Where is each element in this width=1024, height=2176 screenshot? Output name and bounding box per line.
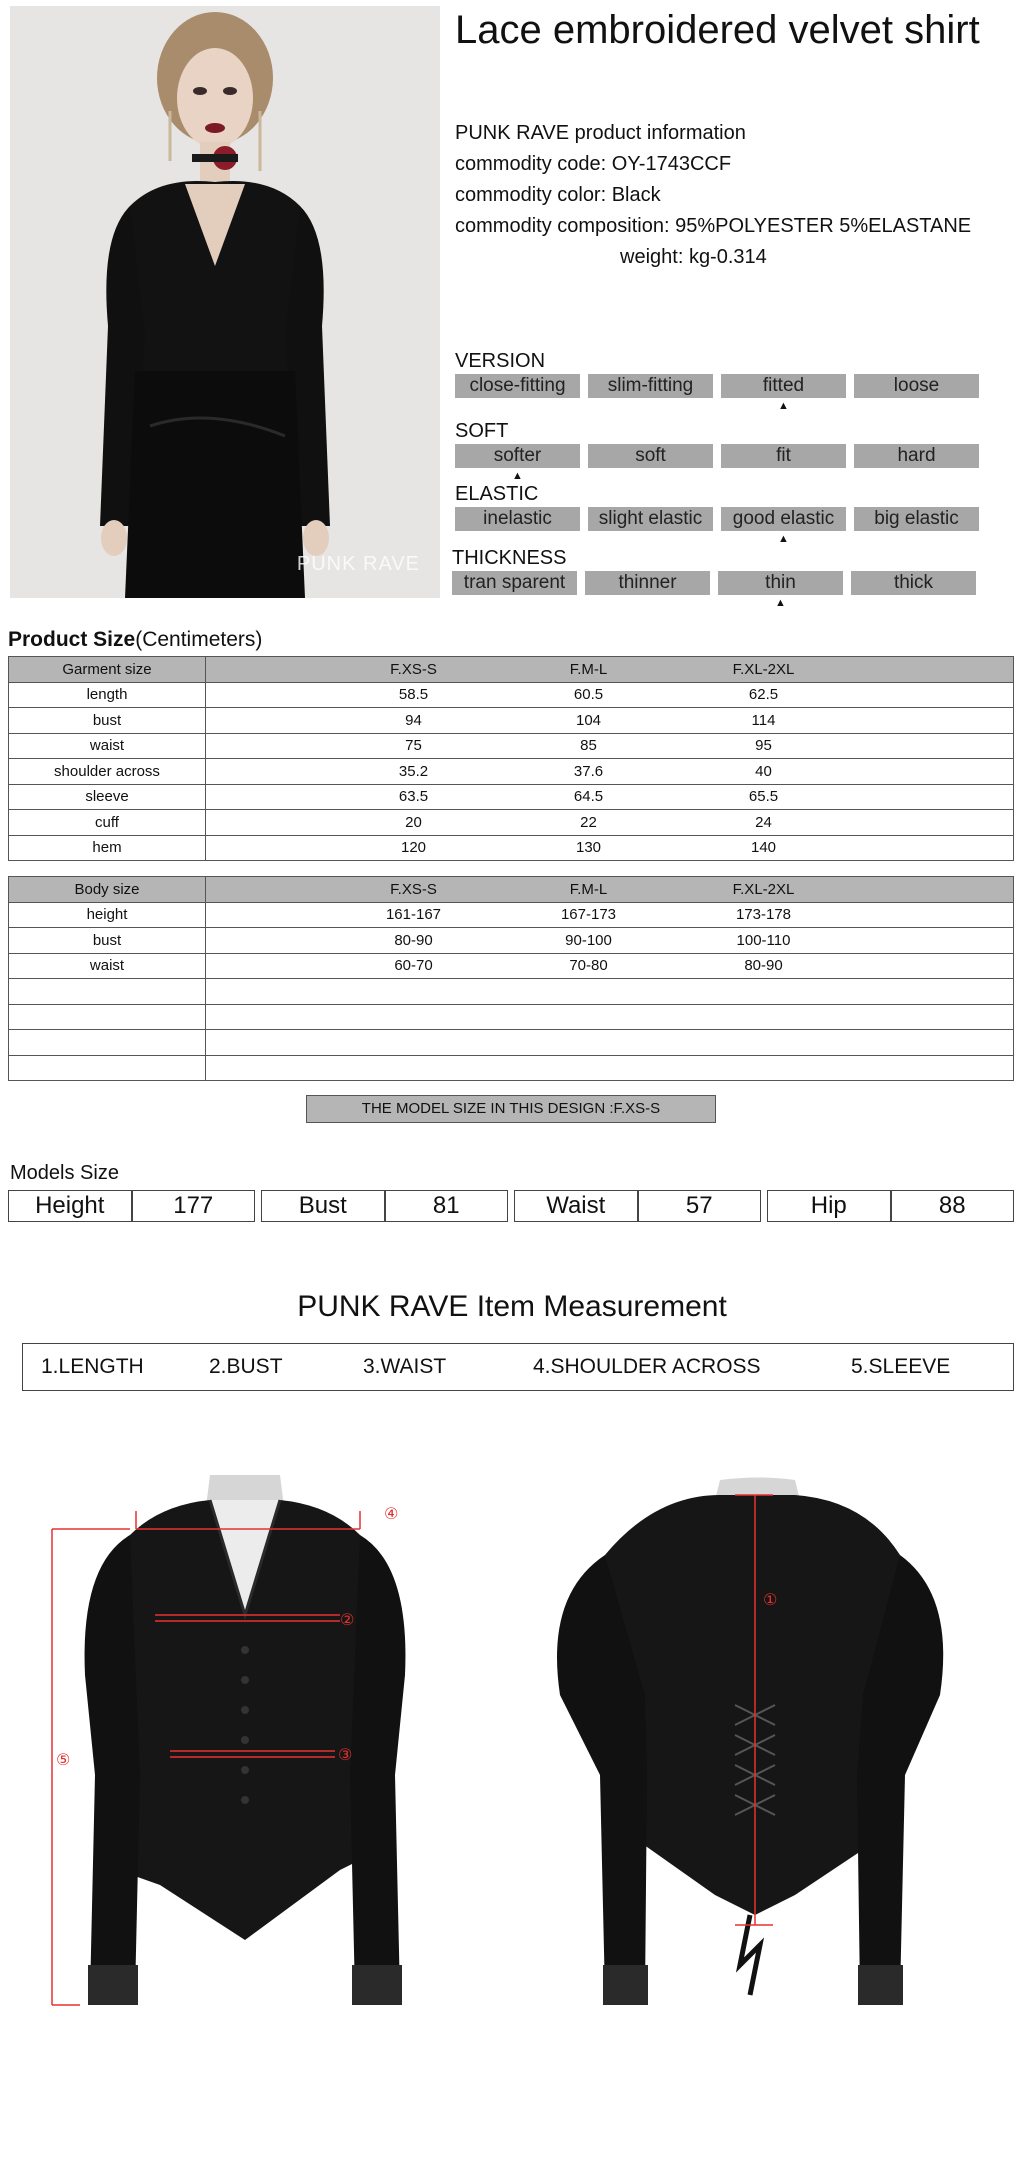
header-values <box>206 657 1014 683</box>
cell-value: 161-167 <box>385 906 442 924</box>
cell-value: 85 <box>580 737 597 755</box>
scale-option: tran sparent <box>452 571 577 595</box>
marker-1: ① <box>763 1590 778 1609</box>
watermark-text: PUNK RAVE <box>296 553 420 575</box>
empty-row <box>9 979 1014 1005</box>
cell-value: 65.5 <box>748 788 779 806</box>
model-photo <box>10 6 440 598</box>
scale-option: close-fitting <box>455 374 580 398</box>
product-title: Lace embroidered velvet shirt <box>455 8 980 52</box>
scale-option: fitted <box>721 374 846 398</box>
cell-value: 64.5 <box>573 788 604 806</box>
selected-indicator-icon: ▲ <box>778 533 789 545</box>
cell-value: 22 <box>580 813 597 831</box>
models-size-title: Models Size <box>10 1162 119 1184</box>
cell-value: 120 <box>400 839 427 857</box>
cell-value: 140 <box>750 839 777 857</box>
code-value: OY-1743CCF <box>611 153 732 175</box>
cell-value: 80-90 <box>394 931 433 949</box>
row-name: shoulder across <box>9 759 206 785</box>
models-size-value: 57 <box>638 1190 762 1222</box>
cell-value: 75 <box>405 737 422 755</box>
table-row <box>9 784 1014 810</box>
scale-soft <box>455 420 979 482</box>
models-size-value: 177 <box>132 1190 256 1222</box>
scale-label: SOFT <box>455 420 509 442</box>
scale-option: thick <box>851 571 976 595</box>
arrow-slot <box>585 597 710 609</box>
composition-value: 95%POLYESTER 5%ELASTANE <box>675 215 972 237</box>
scale-option: loose <box>854 374 979 398</box>
arrow-slot <box>588 470 713 482</box>
arrow-slot <box>588 400 713 412</box>
weight-label: weight: <box>620 246 684 268</box>
scale-option: slim-fitting <box>588 374 713 398</box>
row-name: length <box>9 682 206 708</box>
scale-version <box>455 350 979 412</box>
header-col: F.XL-2XL <box>732 660 795 678</box>
arrow-slot <box>854 400 979 412</box>
table-row <box>9 759 1014 785</box>
header-col: F.XS-S <box>390 880 437 898</box>
scale-label: ELASTIC <box>455 483 539 505</box>
commodity-color-row <box>455 180 971 211</box>
commodity-composition-row <box>455 211 971 242</box>
scale-thickness <box>452 547 976 609</box>
arrow-slot <box>721 470 846 482</box>
garment-front-diagram <box>40 1475 460 2095</box>
weight-row <box>455 242 971 273</box>
table-row <box>9 733 1014 759</box>
marker-5: ⑤ <box>56 1750 71 1769</box>
header-cell: Body size <box>9 877 206 903</box>
cell-value: 90-100 <box>565 931 612 949</box>
color-value: Black <box>611 184 661 206</box>
product-size-unit: (Centimeters) <box>135 628 263 651</box>
cell-value: 130 <box>575 839 602 857</box>
empty-row <box>9 1055 1014 1081</box>
scale-option: good elastic <box>721 507 846 531</box>
scale-option: big elastic <box>854 507 979 531</box>
table-row <box>9 953 1014 979</box>
cell-value: 173-178 <box>735 906 792 924</box>
scale-option: thin <box>718 571 843 595</box>
models-size-label: Height <box>8 1190 132 1222</box>
code-label: commodity code: <box>455 153 607 175</box>
row-name: cuff <box>9 810 206 836</box>
row-name: waist <box>9 953 206 979</box>
selected-indicator-icon: ▲ <box>778 400 789 412</box>
arrow-slot <box>452 597 577 609</box>
garment-size-table <box>8 656 1014 861</box>
color-label: commodity color: <box>455 184 607 206</box>
empty-row <box>9 1004 1014 1030</box>
cell-value: 70-80 <box>569 957 608 975</box>
arrow-slot <box>854 470 979 482</box>
table-row <box>9 902 1014 928</box>
arrow-slot <box>455 533 580 545</box>
row-name: bust <box>9 708 206 734</box>
legend-item: 3.WAIST <box>363 1355 447 1378</box>
marker-3: ③ <box>338 1745 353 1764</box>
table-header-row <box>9 657 1014 683</box>
row-name: hem <box>9 835 206 861</box>
header-cell: Garment size <box>9 657 206 683</box>
scale-elastic <box>455 483 979 545</box>
cell-value: 80-90 <box>744 957 783 975</box>
cell-value: 58.5 <box>398 686 429 704</box>
product-info <box>455 118 971 273</box>
model-size-note: THE MODEL SIZE IN THIS DESIGN :F.XS-S <box>306 1095 716 1123</box>
selected-indicator-icon: ▲ <box>512 470 523 482</box>
scale-option: fit <box>721 444 846 468</box>
scale-option: soft <box>588 444 713 468</box>
cell-value: 35.2 <box>398 762 429 780</box>
cell-value: 60-70 <box>394 957 433 975</box>
commodity-code-row <box>455 149 971 180</box>
table-row <box>9 708 1014 734</box>
marker-2: ② <box>340 1610 355 1629</box>
brand-info: PUNK RAVE product information <box>455 122 746 144</box>
product-size-title <box>8 628 262 652</box>
cell-value: 40 <box>755 762 772 780</box>
scale-option: softer <box>455 444 580 468</box>
empty-row <box>9 1030 1014 1056</box>
row-name: height <box>9 902 206 928</box>
cell-value: 167-173 <box>560 906 617 924</box>
marker-4: ④ <box>384 1504 399 1523</box>
table-row <box>9 928 1014 954</box>
cell-value: 60.5 <box>573 686 604 704</box>
models-size-value: 88 <box>891 1190 1015 1222</box>
cell-value: 100-110 <box>736 931 791 949</box>
scale-option: slight elastic <box>588 507 713 531</box>
arrow-slot <box>588 533 713 545</box>
row-name: bust <box>9 928 206 954</box>
legend-item: 1.LENGTH <box>41 1355 144 1378</box>
body-size-table <box>8 876 1014 1081</box>
models-size-label: Bust <box>261 1190 385 1222</box>
models-size-row <box>8 1190 1014 1222</box>
composition-label: commodity composition: <box>455 215 670 237</box>
cell-value: 63.5 <box>398 788 429 806</box>
arrow-slot <box>455 400 580 412</box>
scale-label: THICKNESS <box>452 547 567 569</box>
cell-value: 20 <box>405 813 422 831</box>
header-col: F.XL-2XL <box>732 880 795 898</box>
models-size-label: Hip <box>767 1190 891 1222</box>
table-row <box>9 810 1014 836</box>
cell-value: 37.6 <box>573 762 604 780</box>
scale-option: thinner <box>585 571 710 595</box>
row-name: waist <box>9 733 206 759</box>
cell-value: 62.5 <box>748 686 779 704</box>
scale-label: VERSION <box>455 350 546 372</box>
table-header-row <box>9 877 1014 903</box>
legend-item: 2.BUST <box>209 1355 283 1378</box>
header-col: F.M-L <box>569 880 608 898</box>
scale-option: hard <box>854 444 979 468</box>
cell-value: 104 <box>575 711 602 729</box>
row-name: sleeve <box>9 784 206 810</box>
model-figure-illustration <box>10 6 440 598</box>
selected-indicator-icon: ▲ <box>775 597 786 609</box>
header-col: F.XS-S <box>390 660 437 678</box>
models-size-value: 81 <box>385 1190 509 1222</box>
weight-value: kg-0.314 <box>688 246 767 268</box>
measurement-title: PUNK RAVE Item Measurement <box>297 1290 727 1323</box>
cell-value: 95 <box>755 737 772 755</box>
header-col: F.M-L <box>569 660 608 678</box>
models-size-label: Waist <box>514 1190 638 1222</box>
cell-value: 24 <box>755 813 772 831</box>
product-size-heading: Product Size <box>8 628 136 651</box>
table-row <box>9 682 1014 708</box>
measurement-legend <box>22 1343 1014 1391</box>
legend-item: 5.SLEEVE <box>851 1355 951 1378</box>
legend-item: 4.SHOULDER ACROSS <box>533 1355 761 1378</box>
arrow-slot <box>854 533 979 545</box>
cell-value: 94 <box>405 711 422 729</box>
cell-value: 114 <box>751 711 776 729</box>
scale-option: inelastic <box>455 507 580 531</box>
arrow-slot <box>851 597 976 609</box>
garment-back-diagram <box>545 1475 965 2095</box>
table-row <box>9 835 1014 861</box>
